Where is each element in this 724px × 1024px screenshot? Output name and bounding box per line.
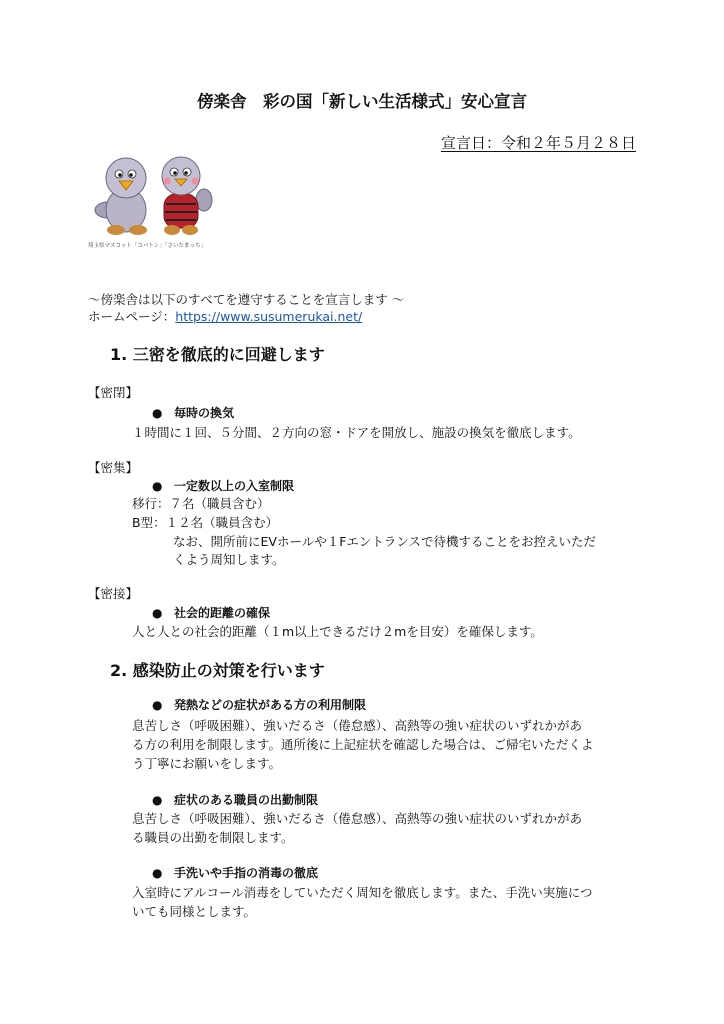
item3-line: いても同様とします。	[132, 904, 257, 919]
bullet-icon: ●	[152, 606, 163, 620]
section2-item1-bullet: ● 発熱などの症状がある方の利用制限	[152, 698, 367, 712]
misshu-line: くよう周知します。	[173, 552, 285, 567]
misshu-tag: 【密集】	[88, 460, 139, 475]
item1-line: る方の利用を制限します。通所後に上記症状を確認した場合は、ご帰宅いただくよ	[132, 737, 594, 752]
misshu-bullet: ● 一定数以上の入室制限	[152, 479, 295, 493]
mippei-bullet: ● 毎時の換気	[152, 406, 235, 420]
misshu-line: なお、開所前にEVホールや１Fエントランスで待機することをお控えいただ	[173, 534, 597, 549]
item2-line: る職員の出勤を制限します。	[132, 830, 294, 845]
mippei-text: １時間に１回、５分間、２方向の窓・ドアを開放し、施設の換気を徹底します。	[132, 425, 581, 440]
bullet-icon: ●	[152, 406, 163, 420]
section1-heading: 1. 三密を徹底的に回避します	[110, 345, 325, 364]
bullet-icon: ●	[152, 479, 163, 493]
homepage-link[interactable]: https://www.susumerukai.net/	[175, 309, 363, 324]
mascot-illustration	[86, 150, 218, 238]
mascot-caption: 埼玉県マスコット「コバトン」「さいたまっち」	[88, 243, 207, 249]
bullet-icon: ●	[152, 793, 163, 807]
kobaton-mascot	[95, 158, 147, 235]
misshu-line: B型：１２名（職員含む）	[132, 515, 279, 530]
homepage-line	[88, 307, 362, 325]
declaration-date: 宣言日：令和２年５月２８日	[440, 134, 636, 152]
missetsu-tag: 【密接】	[88, 586, 139, 601]
mippei-tag: 【密閉】	[88, 385, 139, 400]
section2-heading: 2. 感染防止の対策を行います	[110, 661, 325, 680]
section2-item3-bullet: ● 手洗いや手指の消毒の徹底	[152, 866, 319, 880]
saitamacchi-mascot	[162, 157, 212, 235]
homepage-label: ホームページ：	[88, 309, 176, 324]
item1-line: う丁寧にお願いをします。	[132, 756, 282, 771]
intro-text: ～傍楽舎は以下のすべてを遵守することを宣言します ～	[88, 292, 405, 307]
item3-line: 入室時にアルコール消毒をしていただく周知を徹底します。また、手洗い実施につ	[132, 885, 593, 900]
missetsu-bullet: ● 社会的距離の確保	[152, 606, 271, 620]
item2-line: 息苦しさ（呼吸困難）、強いだるさ（倦怠感）、高熱等の強い症状のいずれかがあ	[132, 811, 583, 826]
item1-line: 息苦しさ（呼吸困難）、強いだるさ（倦怠感）、高熱等の強い症状のいずれかがあ	[132, 718, 583, 733]
misshu-line: 移行：７名（職員含む）	[132, 496, 270, 511]
bullet-icon: ●	[152, 866, 163, 880]
bullet-icon: ●	[152, 698, 163, 712]
section2-item2-bullet: ● 症状のある職員の出勤制限	[152, 793, 319, 807]
missetsu-text: 人と人との社会的距離（１m以上できるだけ２mを目安）を確保します。	[132, 624, 543, 639]
page-title: 傍楽舎 彩の国「新しい生活様式」安心宣言	[197, 92, 527, 111]
